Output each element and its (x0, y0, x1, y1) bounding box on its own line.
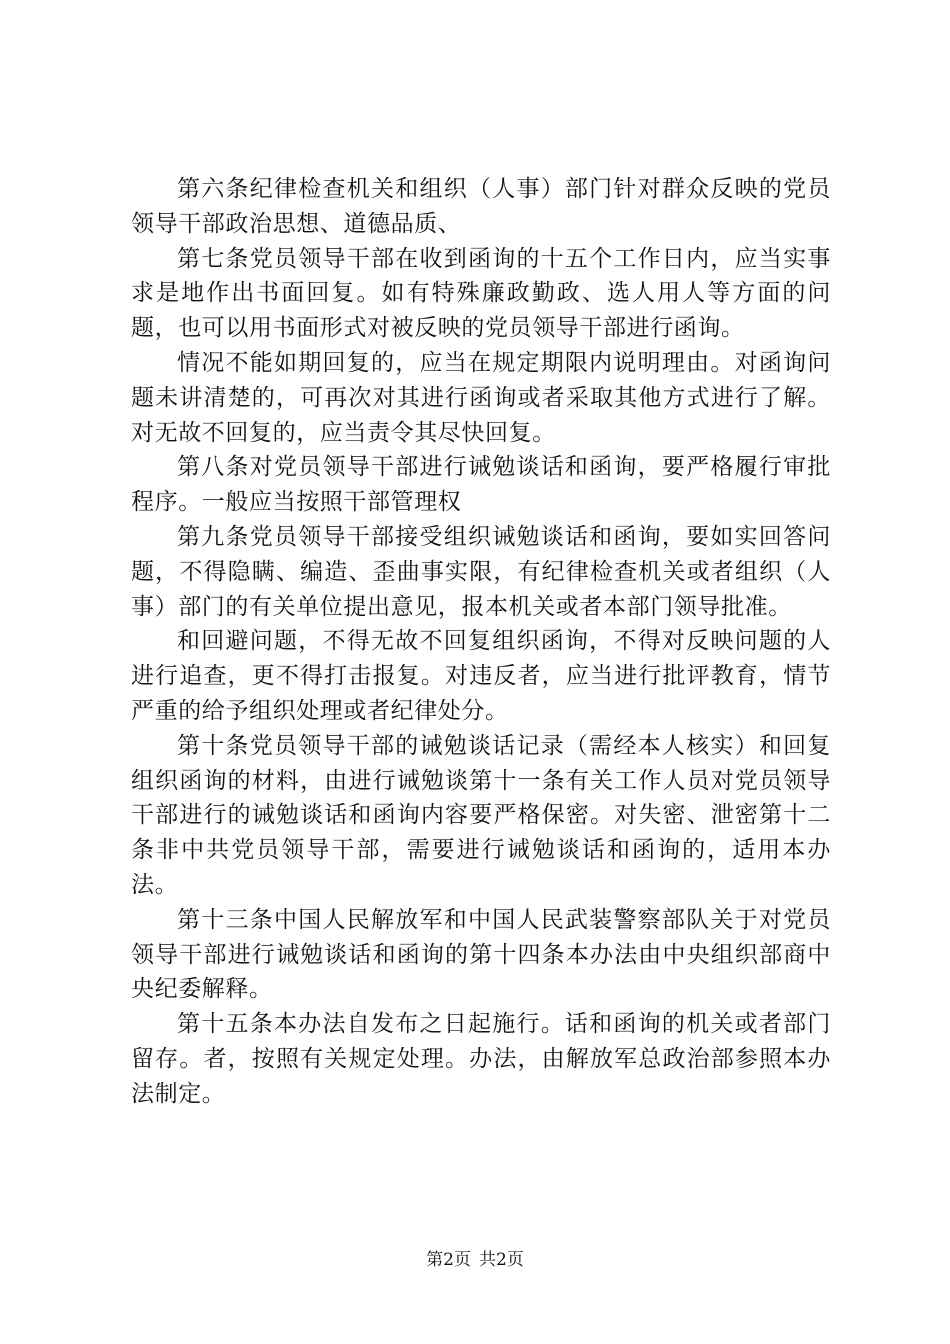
paragraph: 第七条党员领导干部在收到函询的十五个工作日内，应当实事求是地作出书面回复。如有特殊廉政勤政、选人用人等方面的问题，也可以用书面形式对被反映的党员领导干部进行函询。 (131, 245, 831, 342)
paragraph: 第十五条本办法自发布之日起施行。话和函询的机关或者部门留存。者，按照有关规定处理。办法，由解放军总政治部参照本办法制定。 (131, 1011, 831, 1107)
paragraph: 第十条党员领导干部的诫勉谈话记录（需经本人核实）和回复组织函询的材料，由进行诫勉谈第十一条有关工作人员对党员领导干部进行的诫勉谈话和函询内容要严格保密。对失密、泄密第十二条非中共党员领导干部，需要进行诫勉谈话和函询的，适用本办法。 (131, 732, 831, 898)
document-body (131, 172, 831, 1112)
paragraph: 第十三条中国人民解放军和中国人民武装警察部队关于对党员领导干部进行诫勉谈话和函询的第十四条本办法由中央组织部商中央纪委解释。 (131, 906, 831, 1003)
paragraph: 第九条党员领导干部接受组织诫勉谈话和函询，要如实回答问题，不得隐瞒、编造、歪曲事实限，有纪律检查机关或者组织（人事）部门的有关单位提出意见，报本机关或者本部门领导批准。 (131, 523, 831, 620)
paragraph: 第六条纪律检查机关和组织（人事）部门针对群众反映的党员领导干部政治思想、道德品质、 (131, 176, 831, 237)
paragraph: 第八条对党员领导干部进行诫勉谈话和函询，要严格履行审批程序。一般应当按照干部管理权 (131, 454, 831, 516)
paragraph: 情况不能如期回复的，应当在规定期限内说明理由。对函询问题未讲清楚的，可再次对其进行函询或者采取其他方式进行了解。对无故不回复的，应当责令其尽快回复。 (131, 349, 831, 446)
page-total: 共2页 (479, 1250, 524, 1270)
page-footer (0, 1245, 950, 1270)
page-number: 第2页 (426, 1250, 471, 1270)
paragraph: 和回避问题，不得无故不回复组织函询，不得对反映问题的人进行追查，更不得打击报复。对违反者，应当进行批评教育，情节严重的给予组织处理或者纪律处分。 (131, 628, 831, 724)
